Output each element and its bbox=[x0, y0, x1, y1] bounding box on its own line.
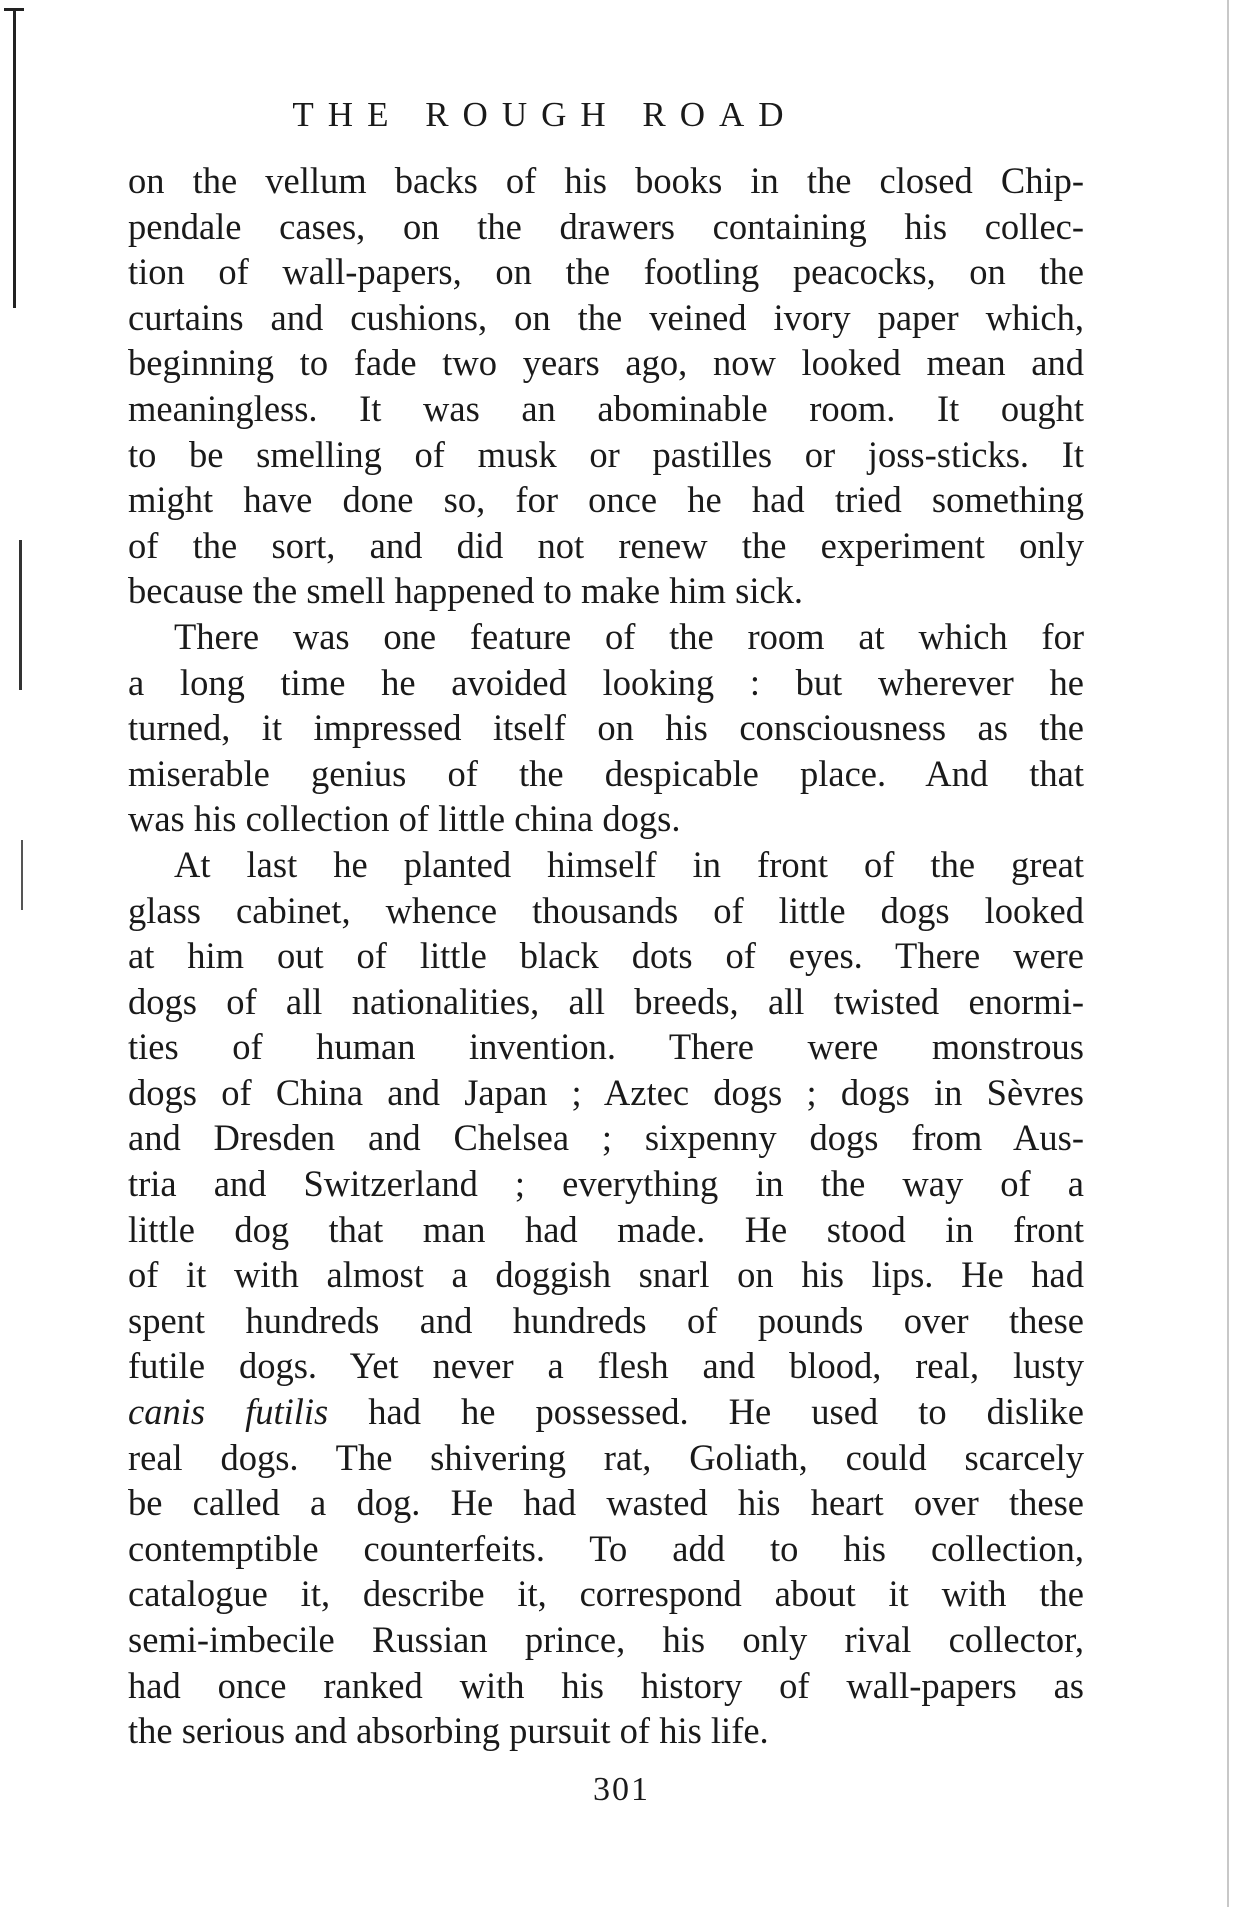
text-line: tion of wall-papers, on the footling peacocks, on the bbox=[128, 251, 1084, 293]
paragraph bbox=[128, 614, 1084, 842]
scan-margin-mark bbox=[13, 8, 16, 308]
scan-margin-mark bbox=[21, 840, 23, 910]
italic-phrase: canis futilis bbox=[128, 1391, 329, 1433]
scan-page-edge bbox=[1227, 0, 1229, 1907]
text-line: on the vellum backs of his books in the closed Chip- bbox=[128, 160, 1084, 201]
text-line: ties of human invention. There were monstrous bbox=[128, 1026, 1084, 1068]
body-text bbox=[128, 158, 1084, 1754]
running-head: THE ROUGH ROAD bbox=[292, 95, 798, 134]
text-line: at him out of little black dots of eyes. There were bbox=[128, 935, 1084, 977]
text-line: the serious and absorbing pursuit of his life. bbox=[128, 1710, 769, 1752]
text-line: pendale cases, on the drawers containing his collec- bbox=[128, 205, 1084, 247]
text-line: was his collection of little china dogs. bbox=[128, 798, 681, 840]
text-line: beginning to fade two years ago, now looked mean and bbox=[128, 342, 1084, 384]
text-line: miserable genius of the despicable place. And that bbox=[128, 752, 1084, 794]
page-number: 301 bbox=[593, 1771, 650, 1808]
text-line: At last he planted himself in front of the great bbox=[174, 843, 1084, 885]
text-line: meaningless. It was an abominable room. It ought bbox=[128, 387, 1084, 429]
text-line bbox=[128, 1389, 1084, 1435]
text-line: of the sort, and did not renew the experiment only bbox=[128, 524, 1084, 566]
text-line: spent hundreds and hundreds of pounds over these bbox=[128, 1299, 1084, 1341]
text-line: glass cabinet, whence thousands of little dogs looked bbox=[128, 889, 1084, 931]
text-line: of it with almost a doggish snarl on his lips. He had bbox=[128, 1254, 1084, 1296]
line-text: had he possessed. He used to dislike bbox=[368, 1391, 1084, 1433]
text-line: contemptible counterfeits. To add to his collection, bbox=[128, 1527, 1084, 1569]
text-line: turned, it impressed itself on his consciousness as the bbox=[128, 707, 1084, 749]
text-line: semi-imbecile Russian prince, his only rival collector, bbox=[128, 1619, 1084, 1660]
text-line: tria and Switzerland ; everything in the way of a bbox=[128, 1163, 1084, 1205]
text-line: futile dogs. Yet never a flesh and blood, real, lusty bbox=[128, 1345, 1084, 1387]
text-line: There was one feature of the room at which for bbox=[174, 615, 1084, 657]
text-line: be called a dog. He had wasted his heart over these bbox=[128, 1482, 1084, 1524]
text-line: because the smell happened to make him sick. bbox=[128, 570, 804, 612]
text-line: dogs of all nationalities, all breeds, all twisted enormi- bbox=[128, 980, 1084, 1022]
text-line: might have done so, for once he had tried something bbox=[128, 479, 1084, 521]
paragraph bbox=[128, 158, 1084, 614]
text-line: real dogs. The shivering rat, Goliath, could scarcely bbox=[128, 1436, 1084, 1478]
text-line: catalogue it, describe it, correspond about it with the bbox=[128, 1573, 1084, 1615]
text-line: to be smelling of musk or pastilles or joss-sticks. It bbox=[128, 433, 1084, 475]
text-line: curtains and cushions, on the veined ivory paper which, bbox=[128, 296, 1084, 338]
text-line: and Dresden and Chelsea ; sixpenny dogs from Aus- bbox=[128, 1117, 1084, 1159]
text-line: dogs of China and Japan ; Aztec dogs ; dogs in Sèvres bbox=[128, 1071, 1084, 1113]
text-line: little dog that man had made. He stood in front bbox=[128, 1208, 1084, 1250]
text-line: had once ranked with his history of wall-papers as bbox=[128, 1664, 1084, 1706]
paragraph bbox=[128, 842, 1084, 1754]
text-line: a long time he avoided looking : but wherever he bbox=[128, 661, 1084, 703]
scan-margin-mark bbox=[19, 540, 22, 690]
